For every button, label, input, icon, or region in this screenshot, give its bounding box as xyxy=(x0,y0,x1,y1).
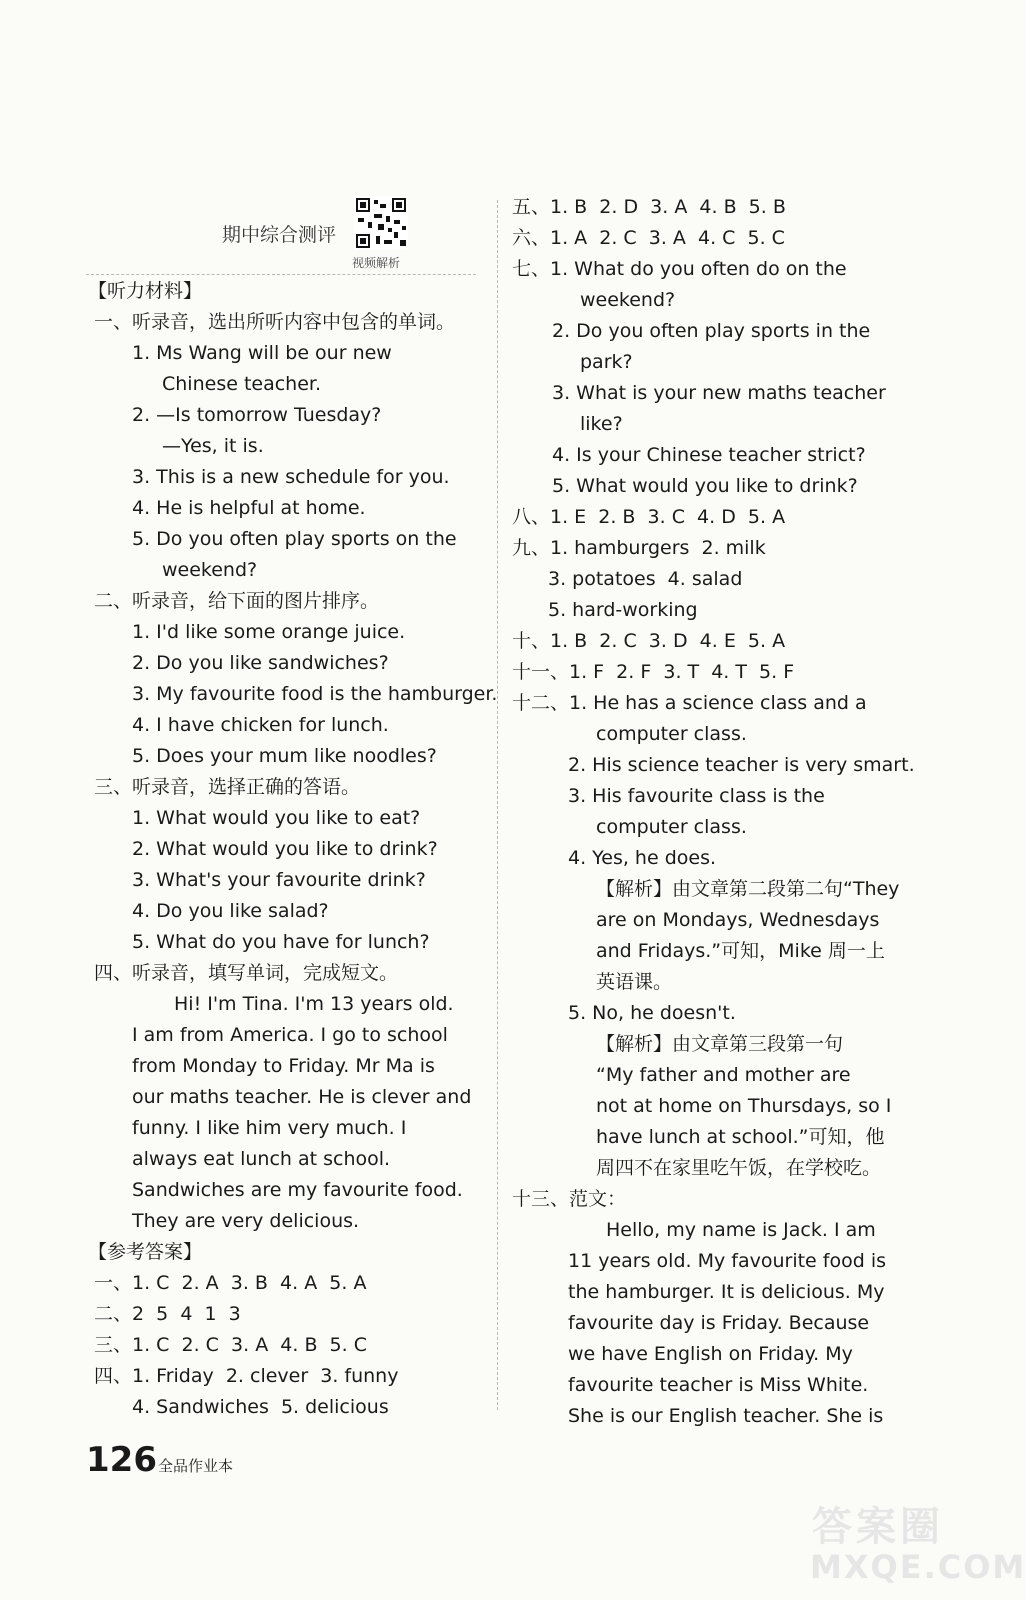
page-number: 126 xyxy=(86,1440,157,1480)
answer-line: 九、1. hamburgers 2. milk xyxy=(512,537,766,559)
explanation-line: “My father and mother are xyxy=(596,1064,851,1086)
passage-line: funny. I like him very much. I xyxy=(132,1117,407,1139)
section-heading: 一、听录音，选出所听内容中包含的单词。 xyxy=(94,311,456,333)
answer-line: 十一、1. F 2. F 3. T 4. T 5. F xyxy=(512,661,795,683)
text-line: 5. What do you have for lunch? xyxy=(132,931,430,953)
text-line: 1. What would you like to eat? xyxy=(132,807,421,829)
essay-line: we have English on Friday. My xyxy=(568,1343,853,1365)
passage-line: our maths teacher. He is clever and xyxy=(132,1086,472,1108)
answer-line: 一、1. C 2. A 3. B 4. A 5. A xyxy=(94,1272,367,1294)
page-title: 期中综合测评 xyxy=(222,224,337,246)
essay-line: Hello, my name is Jack. I am xyxy=(606,1219,876,1241)
watermark-logo: 答案圈 xyxy=(812,1504,944,1550)
essay-line: favourite teacher is Miss White. xyxy=(568,1374,869,1396)
answer-line: 2. His science teacher is very smart. xyxy=(568,754,915,776)
answer-line: computer class. xyxy=(596,816,747,838)
answer-line: 十、1. B 2. C 3. D 4. E 5. A xyxy=(512,630,786,652)
section-heading: 十三、范文： xyxy=(512,1188,627,1210)
essay-line: the hamburger. It is delicious. My xyxy=(568,1281,885,1303)
answer-line: 六、1. A 2. C 3. A 4. C 5. C xyxy=(512,227,785,249)
essay-line: 11 years old. My favourite food is xyxy=(568,1250,886,1272)
text-line: 4. He is helpful at home. xyxy=(132,497,366,519)
answer-line: 二、2 5 4 1 3 xyxy=(94,1303,241,1325)
answer-line: 五、1. B 2. D 3. A 4. B 5. B xyxy=(512,196,786,218)
watermark-url: MXQE.COM xyxy=(810,1548,1026,1586)
explanation-line: are on Mondays, Wednesdays xyxy=(596,909,880,931)
passage-line: from Monday to Friday. Mr Ma is xyxy=(132,1055,435,1077)
text-line: Chinese teacher. xyxy=(162,373,322,395)
explanation-line: 周四不在家里吃午饭，在学校吃。 xyxy=(596,1157,882,1179)
explanation-line: and Fridays.”可知，Mike 周一上 xyxy=(596,940,885,962)
answer-line: 4. Sandwiches 5. delicious xyxy=(132,1396,389,1418)
section-heading: 二、听录音，给下面的图片排序。 xyxy=(94,590,380,612)
text-line: 3. This is a new schedule for you. xyxy=(132,466,450,488)
text-line: 5. Do you often play sports on the xyxy=(132,528,457,550)
answer-line: 4. Yes, he does. xyxy=(568,847,717,869)
section-heading: 【听力材料】 xyxy=(88,280,203,302)
answer-line: 十二、1. He has a science class and a xyxy=(512,692,867,714)
passage-line: Sandwiches are my favourite food. xyxy=(132,1179,463,1201)
explanation-line: not at home on Thursdays, so I xyxy=(596,1095,892,1117)
essay-line: favourite day is Friday. Because xyxy=(568,1312,870,1334)
answer-line: 3. His favourite class is the xyxy=(568,785,825,807)
passage-line: They are very delicious. xyxy=(132,1210,360,1232)
answer-line: 2. Do you often play sports in the xyxy=(552,320,871,342)
explanation-line: 【解析】由文章第二段第二句“They xyxy=(596,878,900,900)
column-divider xyxy=(497,200,498,1410)
answer-line: weekend? xyxy=(580,289,676,311)
header-divider xyxy=(86,274,476,275)
section-heading: 【参考答案】 xyxy=(88,1241,203,1263)
text-line: 2. Do you like sandwiches? xyxy=(132,652,389,674)
answer-line: computer class. xyxy=(596,723,747,745)
passage-line: always eat lunch at school. xyxy=(132,1148,391,1170)
text-line: 2. What would you like to drink? xyxy=(132,838,438,860)
qr-code-icon[interactable] xyxy=(354,196,408,250)
explanation-line: have lunch at school.”可知，他 xyxy=(596,1126,885,1148)
text-line: 1. Ms Wang will be our new xyxy=(132,342,392,364)
passage-line: I am from America. I go to school xyxy=(132,1024,448,1046)
answer-line: 三、1. C 2. C 3. A 4. B 5. C xyxy=(94,1334,367,1356)
text-line: 1. I'd like some orange juice. xyxy=(132,621,406,643)
answer-line: park? xyxy=(580,351,633,373)
text-line: 3. What's your favourite drink? xyxy=(132,869,426,891)
answer-line: 5. No, he doesn't. xyxy=(568,1002,736,1024)
text-line: 5. Does your mum like noodles? xyxy=(132,745,437,767)
brand-name: 全品作业本 xyxy=(158,1457,234,1475)
text-line: weekend? xyxy=(162,559,258,581)
passage-line: Hi! I'm Tina. I'm 13 years old. xyxy=(174,993,454,1015)
section-heading: 三、听录音，选择正确的答语。 xyxy=(94,776,361,798)
explanation-line: 英语课。 xyxy=(596,971,673,993)
essay-line: She is our English teacher. She is xyxy=(568,1405,884,1427)
text-line: 2. —Is tomorrow Tuesday? xyxy=(132,404,382,426)
text-line: 4. Do you like salad? xyxy=(132,900,329,922)
answer-line: 5. What would you like to drink? xyxy=(552,475,858,497)
answer-line: 七、1. What do you often do on the xyxy=(512,258,847,280)
text-line: 3. My favourite food is the hamburger. xyxy=(132,683,498,705)
answer-line: 5. hard-working xyxy=(548,599,698,621)
qr-caption: 视频解析 xyxy=(352,256,401,270)
answer-line: 3. potatoes 4. salad xyxy=(548,568,743,590)
text-line: 4. I have chicken for lunch. xyxy=(132,714,389,736)
answer-line: 3. What is your new maths teacher xyxy=(552,382,886,404)
section-heading: 四、听录音，填写单词，完成短文。 xyxy=(94,962,399,984)
explanation-line: 【解析】由文章第三段第一句 xyxy=(596,1033,844,1055)
answer-line: 八、1. E 2. B 3. C 4. D 5. A xyxy=(512,506,786,528)
answer-line: like? xyxy=(580,413,623,435)
text-line: —Yes, it is. xyxy=(162,435,264,457)
answer-line: 四、1. Friday 2. clever 3. funny xyxy=(94,1365,399,1387)
answer-line: 4. Is your Chinese teacher strict? xyxy=(552,444,866,466)
